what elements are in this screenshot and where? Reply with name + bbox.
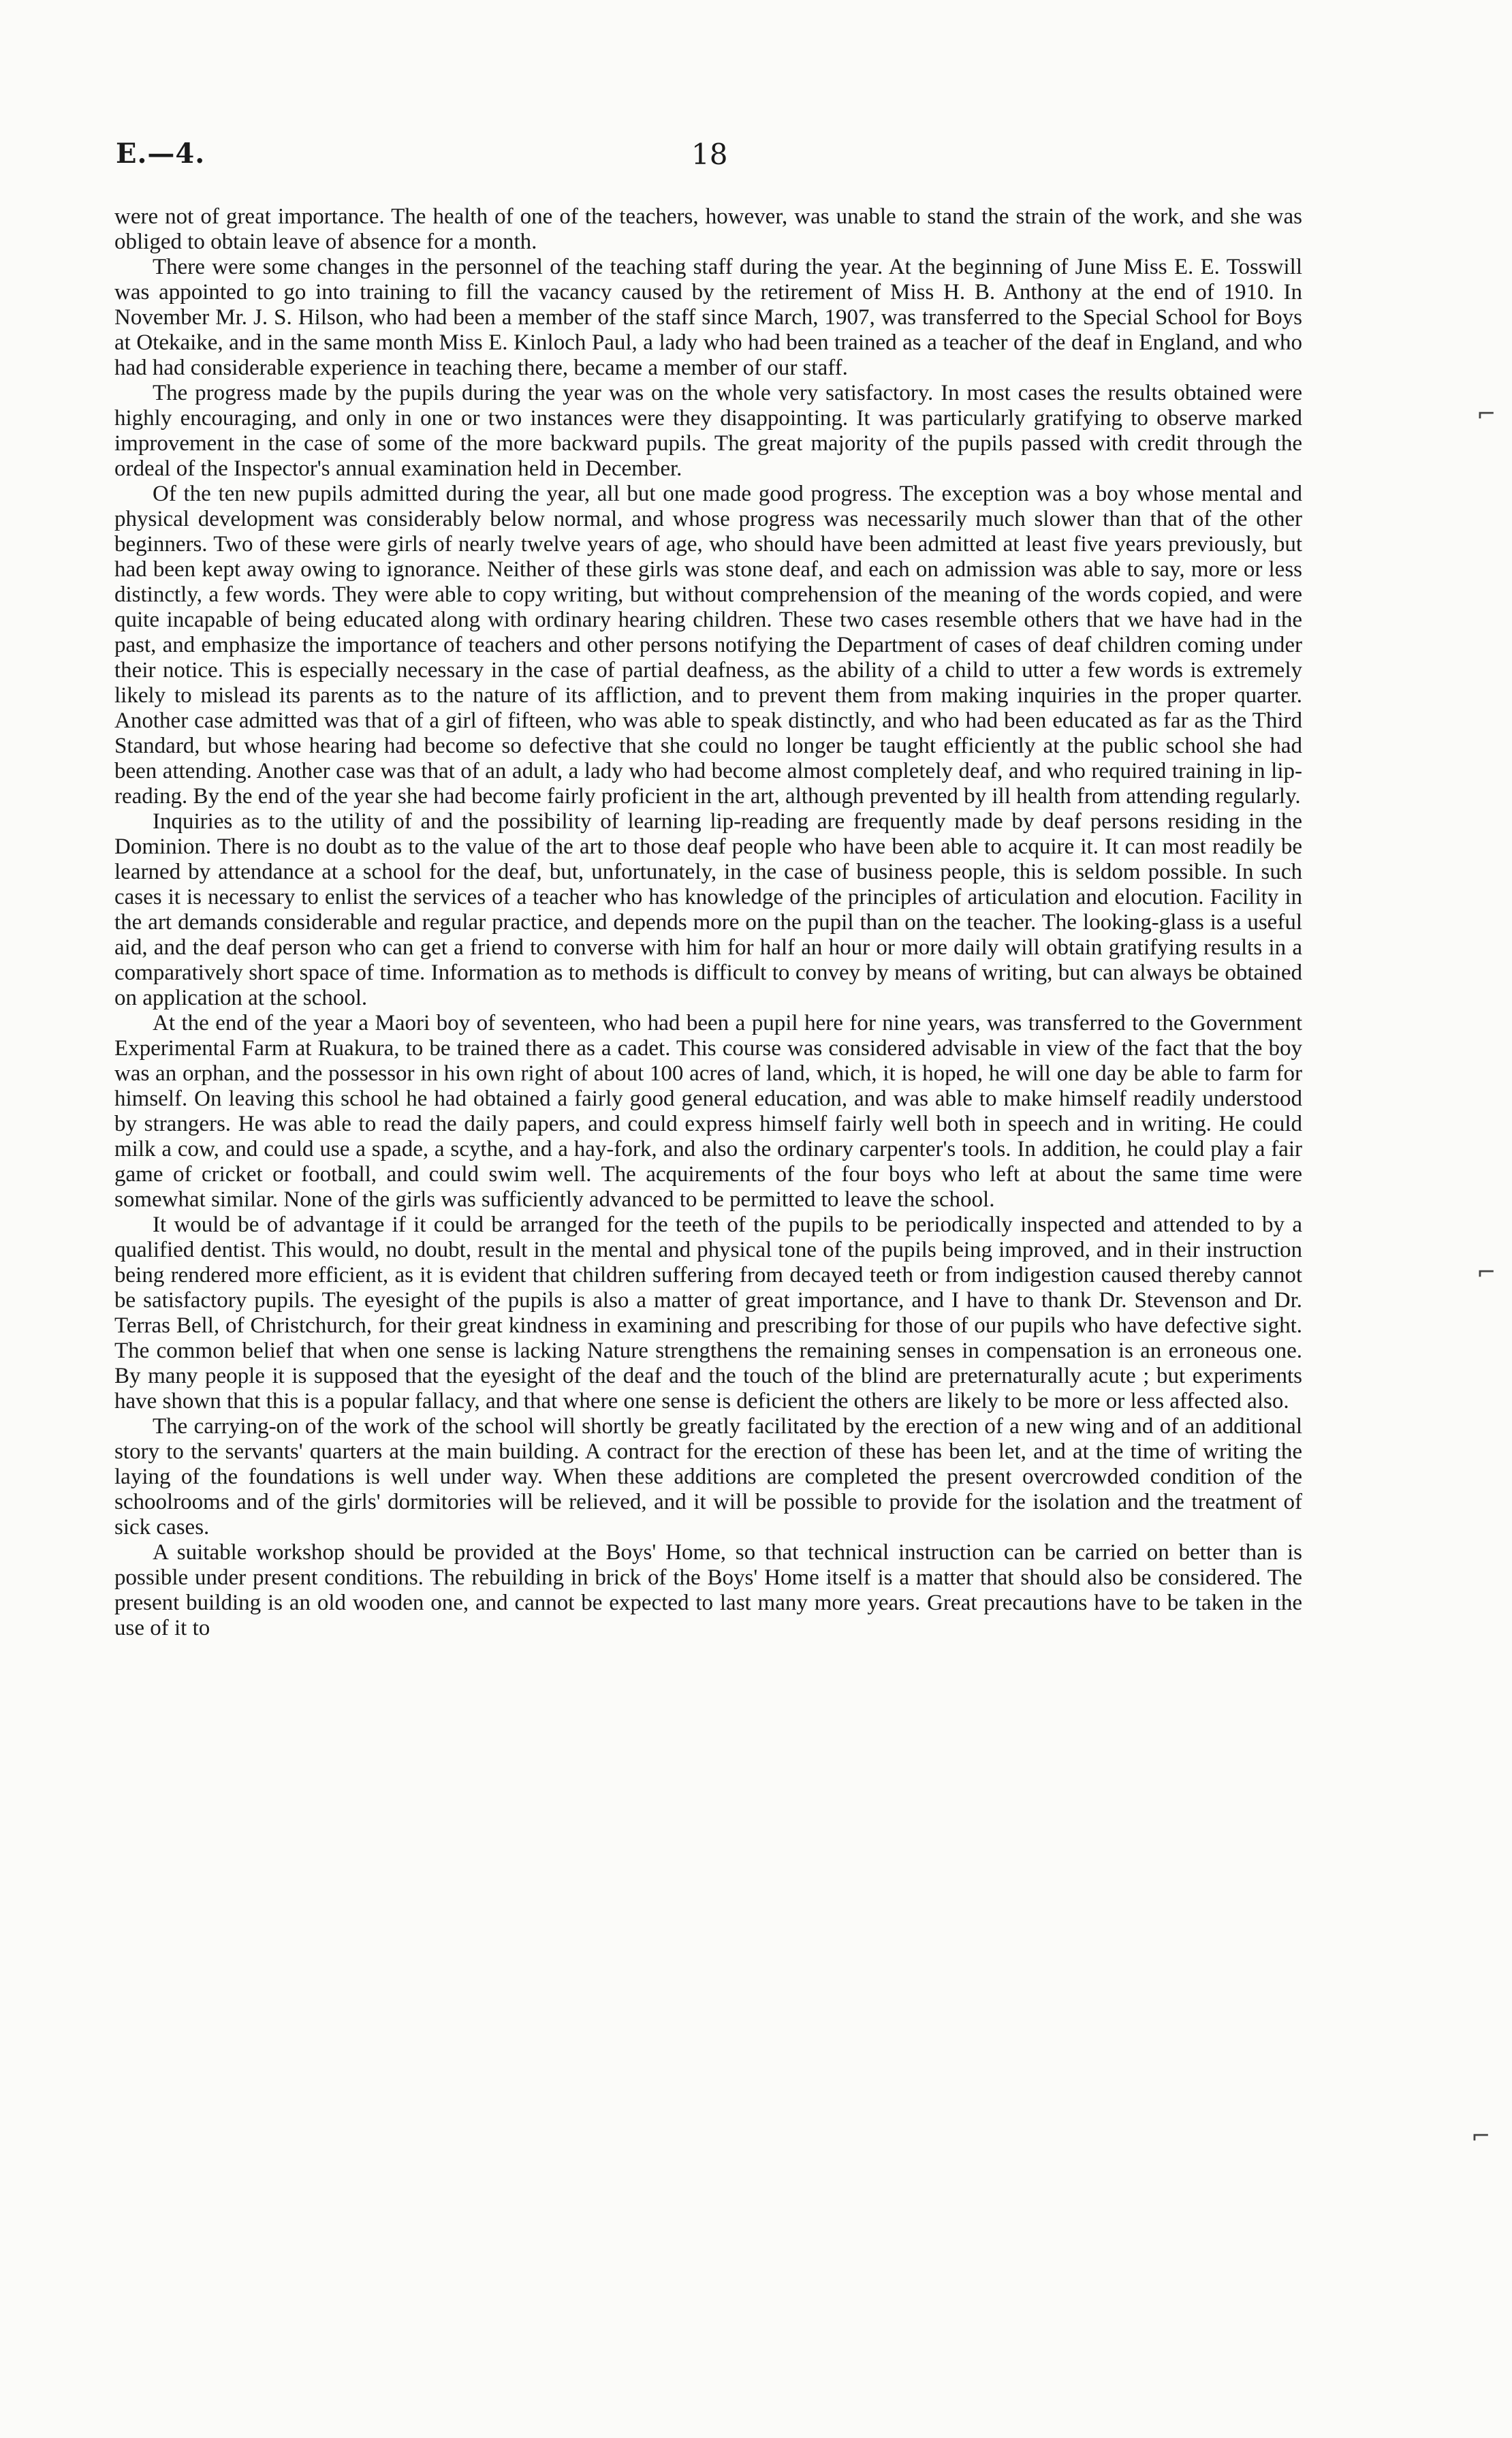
paragraph-6: At the end of the year a Maori boy of seventeen, who had been a pupil here for nine years, was transferred to the Government Experimental Farm at Ruakura, to be trained there as a cadet. This course was considered advisable in view of the fact that the boy was an orphan, and the possessor in his own right of about 100 acres of land, which, it is hoped, he will one day be able to farm for himself. On leaving this school he had obtained a fairly good general education, and was able to make himself readily understood by strangers. He was able to read the daily papers, and could express himself fairly well both in speech and in writing. He could milk a cow, and could use a spade, a scythe, and a hay-fork, and also the ordinary carpenter's tools. In addition, he could play a fair game of cricket or football, and could swim well. The acquirements of the four boys who left at about the same time were somewhat similar. None of the girls was sufficiently advanced to be permitted to leave the school. — [114, 1011, 1302, 1212]
body-text — [114, 204, 1302, 1641]
paragraph-7: It would be of advantage if it could be arranged for the teeth of the pupils to be periodically inspected and attended to by a qualified dentist. This would, no doubt, result in the mental and physical tone of the pupils being improved, and in their instruction being rendered more efficient, as it is evident that children suffering from decayed teeth or from indigestion caused thereby cannot be satisfactory pupils. The eyesight of the pupils is also a matter of great importance, and I have to thank Dr. Stevenson and Dr. Terras Bell, of Christchurch, for their great kindness in examining and prescribing for those of our pupils who have defective sight. The common belief that when one sense is lacking Nature strengthens the remaining senses in compensation is an erroneous one. By many people it is supposed that the eyesight of the deaf and the touch of the blind are preternaturally acute ; but experiments have shown that this is a popular fallacy, and that where one sense is deficient the others are likely to be more or less affected also. — [114, 1213, 1302, 1413]
margin-mark-icon: ⌐ — [1477, 1259, 1496, 1286]
page-number: 18 — [691, 138, 728, 171]
paragraph-9: A suitable workshop should be provided at the Boys' Home, so that technical instruction can be carried on better than is possible under present conditions. The rebuilding in brick of the Boys' Home itself is a matter that should also be considered. The present building is an old wooden one, and cannot be expected to last many more years. Great precautions have to be taken in the use of it to — [114, 1540, 1302, 1640]
paragraph-1: were not of great importance. The health of one of the teachers, however, was unable to stand the strain of the work, and she was obliged to obtain leave of absence for a month. — [114, 204, 1302, 254]
paragraph-8: The carrying-on of the work of the school will shortly be greatly facilitated by the erection of a new wing and of an additional story to the servants' quarters at the main building. A contract for the erection of these has been let, and at the time of writing the laying of the foundations is well under way. When these additions are completed the present overcrowded condition of the schoolrooms and of the girls' dormitories will be relieved, and it will be possible to provide for the isolation and the treatment of sick cases. — [114, 1414, 1302, 1540]
paragraph-2: There were some changes in the personnel of the teaching staff during the year. At the beginning of June Miss E. E. Tosswill was appointed to go into training to fill the vacancy caused by the retirement of Miss H. B. Anthony at the end of 1910. In November Mr. J. S. Hilson, who had been a member of the staff since March, 1907, was transferred to the Special School for Boys at Otekaike, and in the same month Miss E. Kinloch Paul, a lady who had been trained as a teacher of the deaf in England, and who had had considerable experience in teaching there, became a member of our staff. — [114, 255, 1302, 380]
paragraph-3: The progress made by the pupils during the year was on the whole very satisfactory. In most cases the results obtained were highly encouraging, and only in one or two instances were they disappointing. It was particularly gratifying to observe marked improvement in the case of some of the more backward pupils. The great majority of the pupils passed with credit through the ordeal of the Inspector's annual examination held in December. — [114, 381, 1302, 481]
paragraph-4: Of the ten new pupils admitted during the year, all but one made good progress. The exception was a boy whose mental and physical development was considerably below normal, and whose progress was necessarily much slower than that of the other beginners. Two of these were girls of nearly twelve years of age, who should have been admitted at least five years previously, but had been kept away owing to ignorance. Neither of these girls was stone deaf, and each on admission was able to say, more or less distinctly, a few words. They were able to copy writing, but without comprehension of the meaning of the words copied, and were quite incapable of being educated along with ordinary hearing children. These two cases resemble others that we have had in the past, and emphasize the importance of teachers and other persons notifying the Department of cases of deaf children coming under their notice. This is especially necessary in the case of partial deafness, as the ability of a child to utter a few words is extremely likely to mislead its parents as to the nature of its affliction, and to prevent them from making inquiries in the proper quarter. Another case admitted was that of a girl of fifteen, who was able to speak distinctly, and who had been educated as far as the Third Standard, but whose hearing had become so defective that she could no longer be taught efficiently at the public school she had been attending. Another case was that of an adult, a lady who had become almost completely deaf, and who required training in lip-reading. By the end of the year she had become fairly proficient in the art, although prevented by ill health from attending regularly. — [114, 482, 1302, 809]
margin-mark-icon: ⌐ — [1471, 2123, 1491, 2150]
margin-mark-icon: ⌐ — [1477, 401, 1496, 428]
page-header — [116, 138, 1301, 178]
paragraph-5: Inquiries as to the utility of and the possibility of learning lip-reading are frequently made by deaf persons residing in the Dominion. There is no doubt as to the value of the art to those deaf people who have been able to acquire it. It can most readily be learned by attendance at a school for the deaf, but, unfortunately, in the case of business people, this is seldom possible. In such cases it is necessary to enlist the services of a teacher who has knowledge of the principles of articulation and elocution. Facility in the art demands considerable and regular practice, and depends more on the pupil than on the teacher. The looking-glass is a useful aid, and the deaf person who can get a friend to converse with him for half an hour or more daily will obtain gratifying results in a comparatively short space of time. Information as to methods is difficult to convey by means of writing, but can always be obtained on application at the school. — [114, 809, 1302, 1010]
report-reference: E.—4. — [116, 138, 206, 170]
